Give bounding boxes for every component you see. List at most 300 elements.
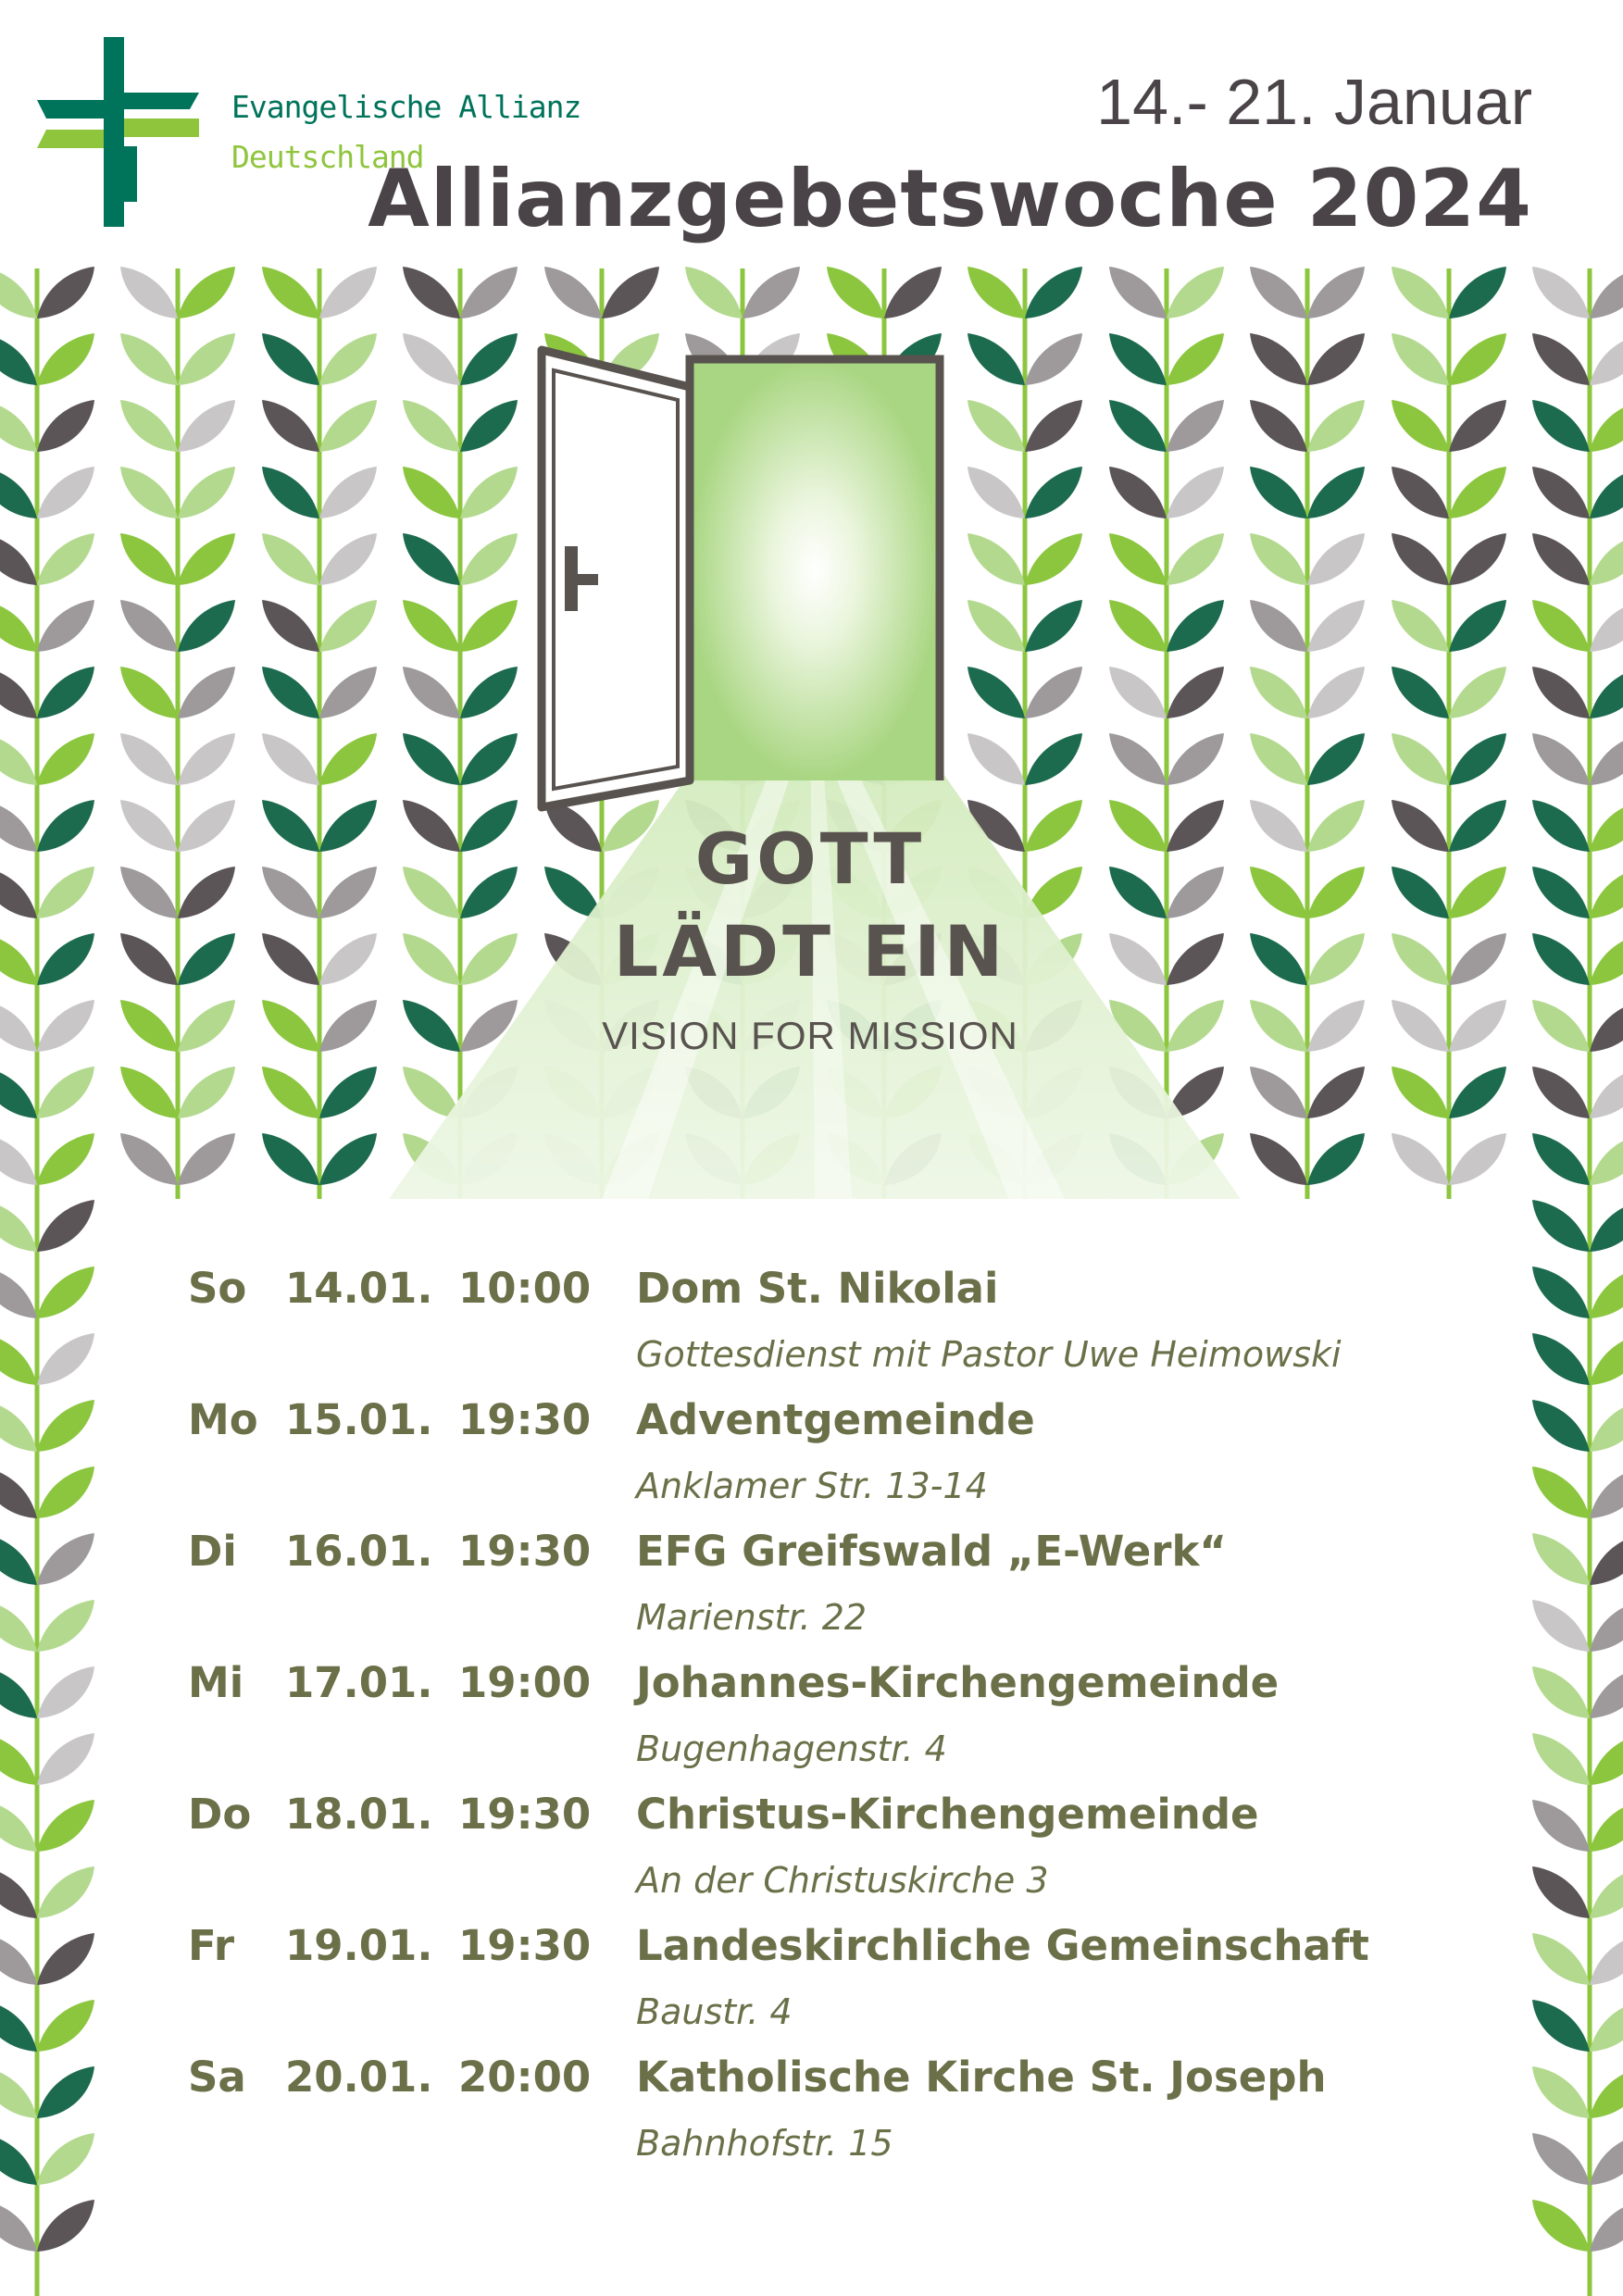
leaf-shape [120, 1133, 178, 1185]
leaf-shape [403, 667, 460, 718]
schedule-day: Mi [188, 1658, 244, 1707]
cross-logo-icon [37, 37, 199, 227]
leaf-shape [1590, 1400, 1623, 1452]
leaf-shape [0, 267, 37, 318]
leaf-shape [1449, 333, 1506, 385]
leaf-shape [1532, 1466, 1590, 1518]
leaf-shape [0, 1466, 37, 1518]
leaf-shape [827, 267, 884, 318]
leaf-shape [1167, 600, 1224, 652]
schedule-row [188, 2053, 1503, 2184]
leaf-shape [1307, 867, 1365, 918]
leaf-shape [262, 933, 319, 985]
leaf-shape [1449, 800, 1506, 852]
leaf-shape [1392, 333, 1449, 385]
leaf-shape [968, 267, 1025, 318]
leaf-shape [1449, 400, 1506, 452]
leaf-shape [460, 467, 518, 518]
leaf-shape [1307, 733, 1365, 785]
leaf-shape [178, 1133, 235, 1185]
leaf-shape [1025, 533, 1082, 585]
leaf-shape [968, 600, 1025, 652]
leaf-shape [1250, 667, 1307, 718]
leaf-shape [1532, 400, 1590, 452]
leaf-shape [1590, 733, 1623, 785]
leaf-shape [403, 533, 460, 585]
schedule-time: 10:00 [458, 1264, 592, 1313]
leaf-shape [1250, 1133, 1307, 1185]
schedule-row [188, 1658, 1503, 1790]
leaf-shape [968, 333, 1025, 385]
leaf-shape [1449, 867, 1506, 918]
leaf-shape [319, 1000, 377, 1052]
leaf-shape [1392, 1067, 1449, 1118]
leaf-shape [1590, 333, 1623, 385]
leaf-shape [1109, 267, 1167, 318]
leaf-shape [1025, 267, 1082, 318]
leaf-shape [178, 933, 235, 985]
leaf-shape [1109, 800, 1167, 852]
leaf-shape [37, 667, 94, 718]
leaf-shape [1532, 867, 1590, 918]
leaf-shape [37, 467, 94, 518]
leaf-shape [1590, 467, 1623, 518]
leaf-shape [120, 400, 178, 452]
leaf-shape [0, 1800, 37, 1852]
leaf-shape [0, 667, 37, 718]
leaf-shape [460, 333, 518, 385]
leaf-shape [37, 2000, 94, 2052]
leaf-shape [120, 667, 178, 718]
schedule-place: Landeskirchliche Gemeinschaft [636, 1921, 1369, 1970]
leaf-shape [0, 1000, 37, 1052]
leaf-shape [1250, 400, 1307, 452]
leaf-shape [1250, 333, 1307, 385]
leaf-shape [1392, 533, 1449, 585]
leaf-shape [1532, 467, 1590, 518]
leaf-shape [0, 1200, 37, 1252]
schedule-date: 17.01. [285, 1658, 433, 1707]
leaf-shape [1532, 1733, 1590, 1785]
leaf-shape [37, 333, 94, 385]
leaf-shape [1250, 267, 1307, 318]
leaf-shape [37, 1400, 94, 1452]
leaf-shape [1392, 1133, 1449, 1185]
leaf-shape [1590, 2200, 1623, 2252]
leaf-shape [319, 600, 377, 652]
schedule-day: Sa [188, 2053, 246, 2102]
leaf-shape [0, 600, 37, 652]
leaf-shape [0, 467, 37, 518]
leaf-shape [1590, 267, 1623, 318]
leaf-shape [1307, 533, 1365, 585]
leaf-shape [968, 533, 1025, 585]
leaf-shape [319, 1067, 377, 1118]
schedule-address: Bugenhagenstr. 4 [636, 1728, 947, 1769]
leaf-shape [1590, 1133, 1623, 1185]
leaf-shape [1307, 800, 1365, 852]
leaf-shape [1532, 667, 1590, 718]
leaf-shape [178, 867, 235, 918]
leaf-shape [460, 933, 518, 985]
leaf-shape [1532, 733, 1590, 785]
leaf-shape [1532, 2000, 1590, 2052]
leaf-shape [1392, 667, 1449, 718]
leaf-shape [1392, 1000, 1449, 1052]
leaf-shape [262, 667, 319, 718]
leaf-shape [37, 267, 94, 318]
leaf-shape [1590, 800, 1623, 852]
leaf-shape [178, 467, 235, 518]
schedule-date: 19.01. [285, 1921, 433, 1970]
leaf-shape [178, 733, 235, 785]
leaf-shape [1109, 600, 1167, 652]
leaf-shape [1590, 1533, 1623, 1585]
leaf-shape [1590, 600, 1623, 652]
leaf-shape [0, 1533, 37, 1585]
schedule-place: EFG Greifswald „E-Werk“ [636, 1527, 1227, 1576]
leaf-shape [37, 1133, 94, 1185]
leaf-shape [1532, 1933, 1590, 1985]
leaf-shape [0, 1067, 37, 1118]
schedule-row [188, 1527, 1503, 1658]
leaf-shape [743, 267, 800, 318]
schedule-day: Do [188, 1790, 252, 1839]
leaf-shape [1167, 267, 1224, 318]
leaf-shape [1025, 733, 1082, 785]
leaf-shape [460, 600, 518, 652]
schedule-place: Katholische Kirche St. Joseph [636, 2053, 1327, 2102]
leaf-shape [1109, 933, 1167, 985]
leaf-shape [1392, 867, 1449, 918]
leaf-shape [1449, 1133, 1506, 1185]
schedule-time: 19:30 [458, 1790, 592, 1839]
leaf-shape [178, 333, 235, 385]
leaf-shape [0, 867, 37, 918]
leaf-shape [1532, 1333, 1590, 1385]
leaf-shape [1167, 733, 1224, 785]
leaf-shape [1250, 533, 1307, 585]
leaf-shape [1250, 800, 1307, 852]
leaf-shape [37, 1533, 94, 1585]
leaf-shape [1590, 1067, 1623, 1118]
leaf-shape [120, 733, 178, 785]
leaf-shape [968, 733, 1025, 785]
leaf-shape [1250, 933, 1307, 985]
leaf-shape [1025, 467, 1082, 518]
leaf-shape [1392, 467, 1449, 518]
leaf-shape [37, 1733, 94, 1785]
leaf-shape [1167, 333, 1224, 385]
leaf-shape [120, 600, 178, 652]
leaf-shape [1590, 1333, 1623, 1385]
leaf-shape [460, 267, 518, 318]
leaf-shape [1532, 2133, 1590, 2185]
leaf-shape [0, 800, 37, 852]
leaf-shape [968, 667, 1025, 718]
leaf-shape [1532, 933, 1590, 985]
leaf-shape [319, 800, 377, 852]
leaf-shape [0, 1866, 37, 1918]
schedule-place: Christus-Kirchengemeinde [636, 1790, 1259, 1839]
leaf-shape [319, 1133, 377, 1185]
leaf-shape [319, 533, 377, 585]
leaf-shape [460, 800, 518, 852]
leaf-shape [460, 867, 518, 918]
leaf-shape [1532, 267, 1590, 318]
leaf-shape [1590, 1000, 1623, 1052]
leaf-shape [544, 267, 602, 318]
leaf-shape [0, 733, 37, 785]
leaf-shape [120, 933, 178, 985]
leaf-shape [1449, 933, 1506, 985]
leaf-shape [1449, 733, 1506, 785]
leaf-shape [0, 1666, 37, 1718]
leaf-shape [403, 933, 460, 985]
schedule-date: 16.01. [285, 1527, 433, 1576]
leaf-shape [1307, 1000, 1365, 1052]
leaf-shape [319, 733, 377, 785]
leaf-shape [1167, 400, 1224, 452]
leaf-shape [1250, 733, 1307, 785]
leaf-shape [1167, 533, 1224, 585]
leaf-shape [1532, 1600, 1590, 1652]
leaf-shape [120, 1000, 178, 1052]
leaf-shape [37, 1800, 94, 1852]
leaf-shape [0, 1933, 37, 1985]
leaf-shape [262, 1000, 319, 1052]
schedule-address: Bahnhofstr. 15 [636, 2123, 893, 2164]
leaf-shape [403, 867, 460, 918]
open-door-icon [542, 350, 940, 807]
motto-subtitle: VISION FOR MISSION [602, 1014, 1018, 1057]
leaf-shape [0, 2200, 37, 2252]
leaf-shape [120, 467, 178, 518]
leaf-shape [403, 733, 460, 785]
leaf-shape [1590, 2000, 1623, 2052]
leaf-shape [120, 867, 178, 918]
schedule-address: Marienstr. 22 [636, 1597, 868, 1638]
leaf-shape [1590, 1267, 1623, 1318]
leaf-shape [403, 1000, 460, 1052]
schedule-date: 18.01. [285, 1790, 433, 1839]
leaf-shape [1532, 1400, 1590, 1452]
leaf-shape [1532, 533, 1590, 585]
leaf-shape [1109, 733, 1167, 785]
page-title: Allianzgebetswoche 2024 [368, 153, 1532, 245]
leaf-shape [319, 933, 377, 985]
leaf-shape [460, 533, 518, 585]
leaf-shape [1590, 867, 1623, 918]
leaf-shape [37, 1666, 94, 1718]
schedule-place: Dom St. Nikolai [636, 1264, 999, 1313]
leaf-shape [1449, 667, 1506, 718]
leaf-shape [0, 333, 37, 385]
leaf-shape [37, 533, 94, 585]
leaf-shape [403, 467, 460, 518]
leaf-shape [37, 1333, 94, 1385]
leaf-shape [37, 1267, 94, 1318]
leaf-shape [120, 333, 178, 385]
leaf-shape [1532, 1200, 1590, 1252]
leaf-shape [1025, 800, 1082, 852]
leaf-shape [1392, 933, 1449, 985]
leaf-shape [685, 267, 743, 318]
leaf-shape [403, 333, 460, 385]
leaf-shape [262, 1067, 319, 1118]
leaf-shape [1590, 1733, 1623, 1785]
leaf-shape [1532, 600, 1590, 652]
schedule-row [188, 1395, 1503, 1527]
leaf-shape [0, 1400, 37, 1452]
event-dates: 14.- 21. Januar [1096, 66, 1532, 138]
leaf-shape [1449, 467, 1506, 518]
leaf-shape [0, 933, 37, 985]
schedule-address: An der Christuskirche 3 [636, 1860, 1049, 1901]
leaf-shape [0, 2066, 37, 2118]
leaf-shape [0, 1333, 37, 1385]
leaf-shape [1590, 1600, 1623, 1652]
leaf-shape [1307, 667, 1365, 718]
leaf-shape [1449, 600, 1506, 652]
leaf-shape [1307, 267, 1365, 318]
leaf-shape [37, 933, 94, 985]
leaf-shape [1025, 400, 1082, 452]
leaf-shape [1532, 333, 1590, 385]
leaf-shape [1532, 1267, 1590, 1318]
leaf-shape [1449, 533, 1506, 585]
leaf-shape [1532, 1866, 1590, 1918]
leaf-shape [1590, 933, 1623, 985]
schedule-address: Gottesdienst mit Pastor Uwe Heimowski [636, 1334, 1342, 1375]
leaf-shape [1532, 2200, 1590, 2252]
leaf-shape [178, 267, 235, 318]
leaf-shape [37, 1866, 94, 1918]
schedule-address: Anklamer Str. 13-14 [636, 1466, 988, 1506]
schedule-day: Fr [188, 1921, 235, 1970]
leaf-shape [1590, 2066, 1623, 2118]
leaf-shape [37, 1200, 94, 1252]
motto-line2: LÄDT EIN [613, 910, 1007, 992]
leaf-shape [37, 1067, 94, 1118]
leaf-shape [1532, 800, 1590, 852]
schedule-date: 20.01. [285, 2053, 433, 2102]
leaf-shape [37, 1600, 94, 1652]
leaf-shape [319, 667, 377, 718]
leaf-shape [1250, 467, 1307, 518]
leaf-shape [1167, 467, 1224, 518]
leaf-shape [1590, 1200, 1623, 1252]
leaf-shape [0, 533, 37, 585]
leaf-shape [1250, 1000, 1307, 1052]
leaf-shape [1590, 1866, 1623, 1918]
leaf-shape [0, 1733, 37, 1785]
leaf-shape [1532, 1000, 1590, 1052]
leaf-shape [178, 600, 235, 652]
leaf-shape [1167, 1000, 1224, 1052]
schedule-time: 20:00 [458, 2053, 592, 2102]
leaf-shape [1532, 1133, 1590, 1185]
leaf-shape [120, 800, 178, 852]
leaf-shape [1590, 1466, 1623, 1518]
leaf-shape [1109, 533, 1167, 585]
leaf-shape [0, 2000, 37, 2052]
leaf-shape [1307, 933, 1365, 985]
leaf-shape [178, 400, 235, 452]
leaf-shape [602, 267, 659, 318]
org-name-line2: Deutschland [231, 139, 424, 175]
leaf-shape [37, 1466, 94, 1518]
schedule-time: 19:30 [458, 1527, 592, 1576]
leaf-shape [403, 400, 460, 452]
leaf-shape [178, 800, 235, 852]
leaf-shape [1590, 1666, 1623, 1718]
leaf-shape [319, 867, 377, 918]
leaf-shape [1109, 400, 1167, 452]
leaf-shape [37, 2200, 94, 2252]
leaf-shape [1590, 1933, 1623, 1985]
leaf-shape [37, 2066, 94, 2118]
leaf-shape [262, 467, 319, 518]
leaf-shape [1449, 1000, 1506, 1052]
leaf-shape [403, 800, 460, 852]
schedule-list [188, 1264, 1503, 2184]
leaf-shape [1392, 733, 1449, 785]
leaf-shape [1532, 2066, 1590, 2118]
leaf-shape [120, 533, 178, 585]
schedule-address: Baustr. 4 [636, 1991, 793, 2032]
leaf-shape [1250, 867, 1307, 918]
leaf-shape [1307, 600, 1365, 652]
leaf-shape [1392, 800, 1449, 852]
org-name-line1: Evangelische Allianz [231, 89, 581, 125]
schedule-row [188, 1921, 1503, 2053]
leaf-shape [1167, 933, 1224, 985]
leaf-shape [1392, 600, 1449, 652]
leaf-shape [319, 467, 377, 518]
leaf-shape [1449, 267, 1506, 318]
leaf-shape [1532, 1666, 1590, 1718]
leaf-shape [403, 267, 460, 318]
leaf-shape [0, 1267, 37, 1318]
leaf-shape [1392, 400, 1449, 452]
leaf-shape [403, 600, 460, 652]
schedule-place: Johannes-Kirchengemeinde [636, 1658, 1280, 1707]
schedule-date: 14.01. [285, 1264, 433, 1313]
leaf-shape [1025, 333, 1082, 385]
leaf-shape [120, 1067, 178, 1118]
leaf-shape [262, 533, 319, 585]
leaf-shape [1590, 667, 1623, 718]
leaf-shape [1109, 467, 1167, 518]
schedule-row [188, 1790, 1503, 1921]
leaf-shape [1590, 2133, 1623, 2185]
leaf-shape [1167, 800, 1224, 852]
leaf-shape [262, 733, 319, 785]
motto-line1: GOTT [694, 817, 926, 900]
leaf-shape [1167, 867, 1224, 918]
leaf-shape [37, 2133, 94, 2185]
schedule-time: 19:00 [458, 1658, 592, 1707]
leaf-shape [1532, 1067, 1590, 1118]
schedule-day: Mo [188, 1395, 258, 1444]
leaf-shape [120, 267, 178, 318]
leaf-shape [262, 867, 319, 918]
leaf-shape [37, 600, 94, 652]
schedule-row [188, 1264, 1503, 1395]
leaf-shape [1250, 1067, 1307, 1118]
leaf-shape [319, 267, 377, 318]
